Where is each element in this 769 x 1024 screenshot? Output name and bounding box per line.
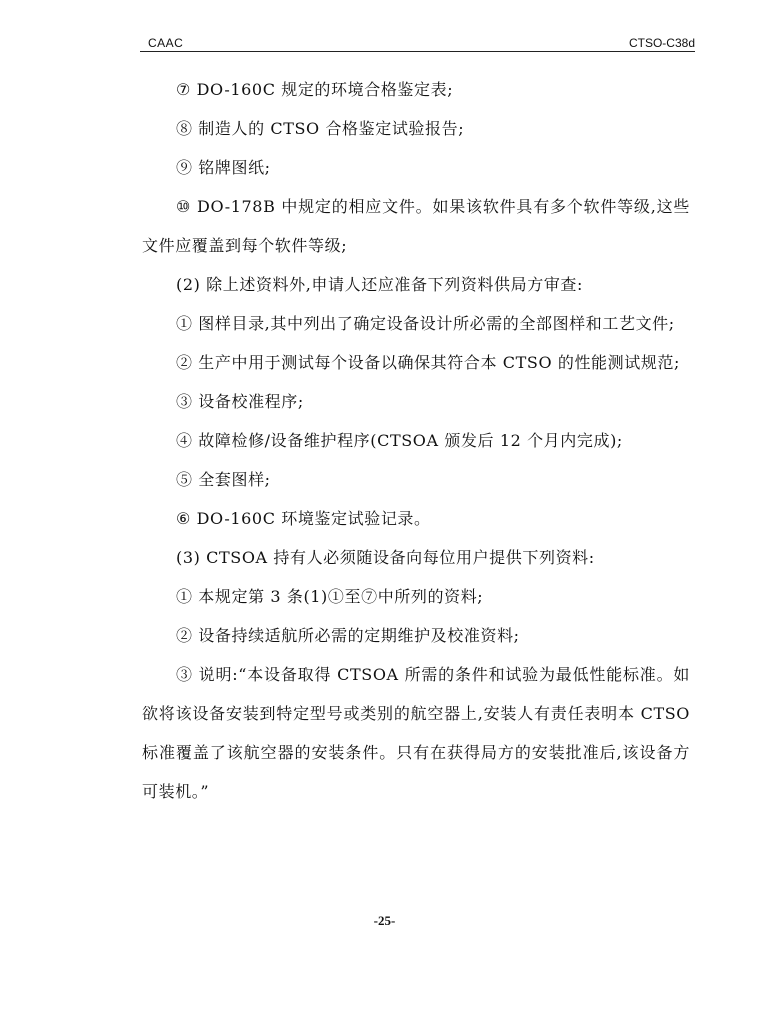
document-body [142, 70, 690, 811]
header-divider [140, 51, 695, 52]
page-number: -25- [373, 913, 396, 928]
paragraph-calibration-procedure: ③ 设备校准程序; [176, 392, 304, 411]
paragraph-section-2-heading: (2) 除上述资料外,申请人还应准备下列资料供局方审查: [176, 275, 584, 294]
header-organization: CAAC [148, 36, 184, 50]
paragraph-item-9-nameplate-drawing: ⑨ 铭牌图纸; [176, 158, 271, 177]
paragraph-full-drawings: ⑤ 全套图样; [176, 470, 271, 489]
paragraph-installation-statement: ③ 说明:“本设备取得 CTSOA 所需的条件和试验为最低性能标准。如欲将该设备安装到特定型号或类别的航空器上,安装人有责任表明本 CTSO 标准覆盖了该航空器的安装条件。只有在获得局方的安装批准后,该设备方可装机。” [142, 665, 690, 801]
paragraph-environment-test-record: ⑥ DO-160C 环境鉴定试验记录。 [176, 509, 431, 528]
paragraph-item-10-software-documents: ⑩ DO-178B 中规定的相应文件。如果该软件具有多个软件等级,这些文件应覆盖到每个软件等级; [142, 197, 690, 255]
paragraph-item-8-qualification-report: ⑧ 制造人的 CTSO 合格鉴定试验报告; [176, 119, 465, 138]
paragraph-listed-documents: ① 本规定第 3 条(1)①至⑦中所列的资料; [176, 587, 484, 606]
paragraph-item-7-environment-table: ⑦ DO-160C 规定的环境合格鉴定表; [176, 80, 454, 99]
paragraph-test-specification: ② 生产中用于测试每个设备以确保其符合本 CTSO 的性能测试规范; [176, 353, 681, 372]
paragraph-maintenance-data: ② 设备持续适航所必需的定期维护及校准资料; [176, 626, 520, 645]
paragraph-maintenance-procedure: ④ 故障检修/设备维护程序(CTSOA 颁发后 12 个月内完成); [176, 431, 623, 450]
paragraph-drawing-list: ① 图样目录,其中列出了确定设备设计所必需的全部图样和工艺文件; [176, 314, 675, 333]
header-document-code: CTSO-C38d [628, 36, 695, 50]
paragraph-section-3-heading: (3) CTSOA 持有人必须随设备向每位用户提供下列资料: [176, 548, 595, 567]
